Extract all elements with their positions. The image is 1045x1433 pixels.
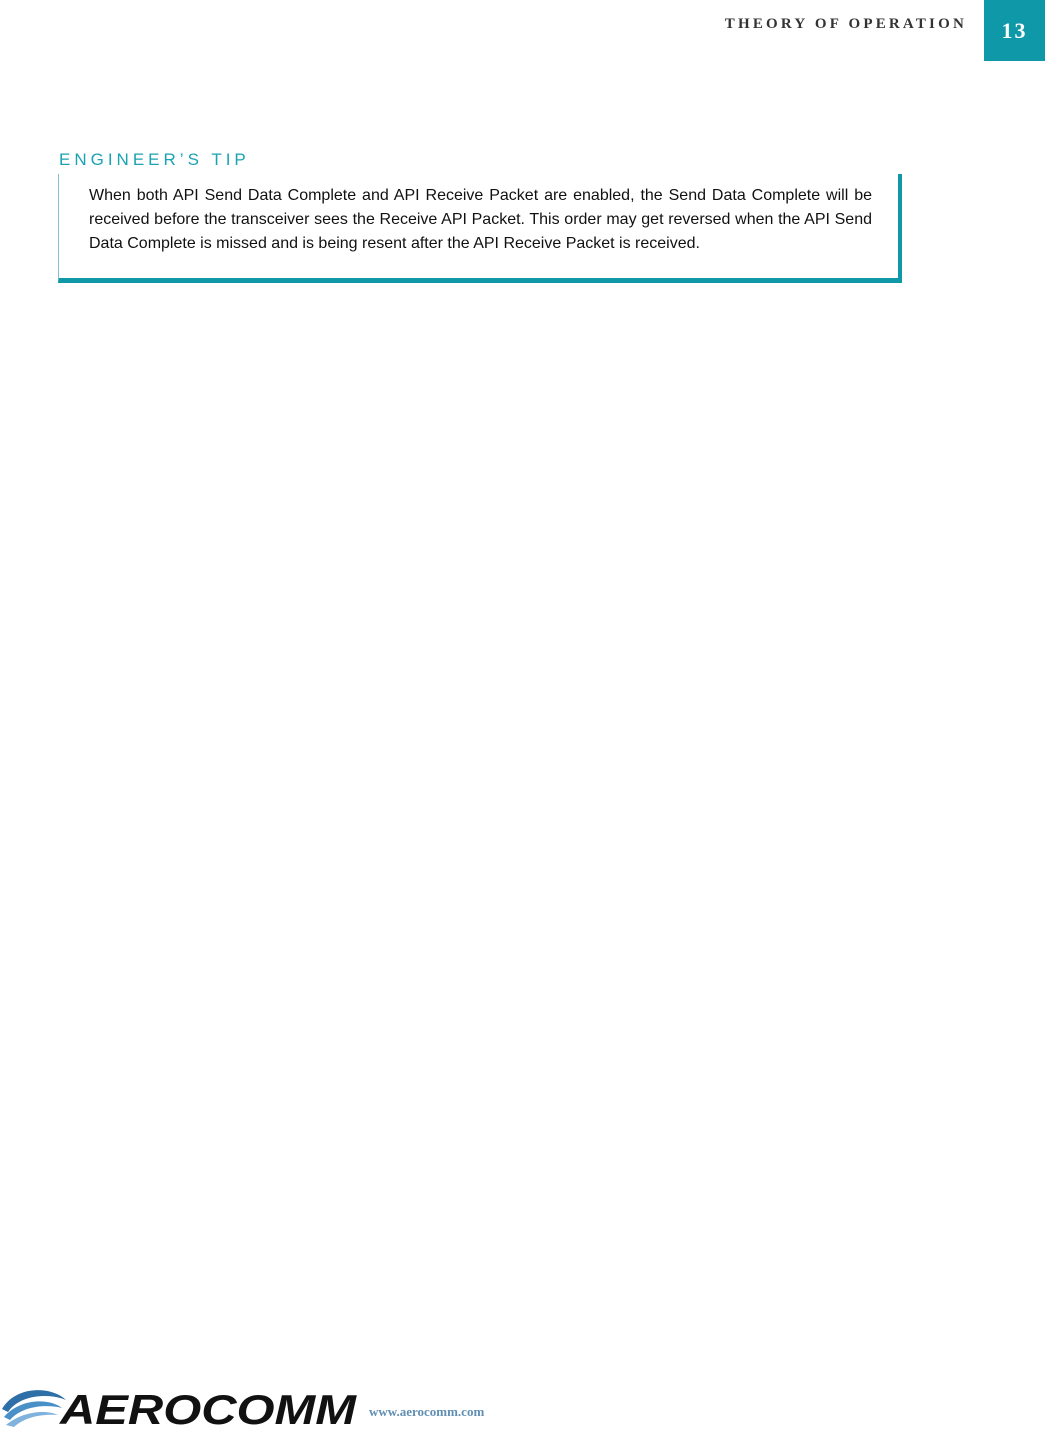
section-title: THEORY OF OPERATION (724, 16, 967, 32)
swoosh-icon (2, 1390, 66, 1427)
aerocomm-logo (0, 1382, 360, 1428)
page-number-tab (984, 0, 1045, 61)
tip-body: When both API Send Data Complete and API Receive Packet are enabled, the Send Data Complete will be received before the transceiver sees the Receive API Packet. This order may get reversed when the API Send Data Complete is missed and is being resent after the API Receive Packet is received. (89, 187, 872, 252)
tip-heading: ENGINEER’S TIP (59, 150, 250, 169)
logo-wordmark: AEROCOMM (58, 1386, 358, 1428)
website-url[interactable]: www.aerocomm.com (369, 1404, 485, 1419)
tip-box (58, 174, 902, 283)
page-number: 13 (1001, 17, 1028, 43)
